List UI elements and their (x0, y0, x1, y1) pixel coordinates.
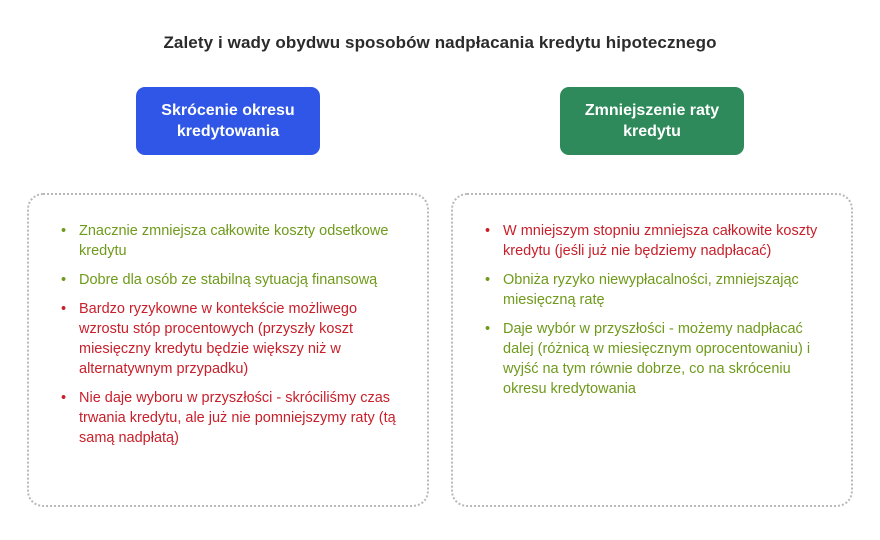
list-item-text: Dobre dla osób ze stabilną sytuacją finansową (79, 272, 378, 288)
list-item (485, 319, 831, 399)
left-pros-cons-list (61, 221, 407, 457)
bullet-icon: • (485, 223, 491, 239)
left-header-line1: Skrócenie okresu (161, 102, 295, 119)
list-item (485, 221, 831, 261)
list-item-text: Obniża ryzyko niewypłacalności, zmniejszając miesięczną ratę (503, 272, 799, 308)
bullet-icon: • (485, 321, 491, 337)
bullet-icon: • (61, 390, 67, 406)
list-item (485, 270, 831, 310)
bullet-icon: • (61, 301, 67, 317)
right-header-line2: kredytu (623, 123, 681, 140)
right-pros-cons-list (485, 221, 831, 408)
bullet-icon: • (61, 272, 67, 288)
right-header-line1: Zmniejszenie raty (584, 102, 720, 119)
list-item (61, 221, 407, 261)
left-option-header (136, 87, 320, 155)
list-item (61, 299, 407, 379)
list-item-text: Daje wybór w przyszłości - możemy nadpłacać dalej (różnicą w miesięcznym oprocentowaniu) i wyjść na tym równie dobrze, co na skróceniu okresu kredytowania (503, 321, 811, 397)
diagram-title: Zalety i wady obydwu sposobów nadpłacania kredytu hipotecznego (163, 33, 717, 52)
list-item-text: Nie daje wyboru w przyszłości - skróciliśmy czas trwania kredytu, ale już nie pomniejszymy raty (tą samą nadpłatą) (79, 390, 396, 446)
left-pros-cons-panel (27, 193, 429, 507)
list-item (61, 388, 407, 448)
bullet-icon: • (61, 223, 67, 239)
list-item-text: W mniejszym stopniu zmniejsza całkowite koszty kredytu (jeśli już nie będziemy nadpłacać) (503, 223, 818, 259)
right-pros-cons-panel (451, 193, 853, 507)
list-item-text: Znacznie zmniejsza całkowite koszty odsetkowe kredytu (79, 223, 389, 259)
list-item (61, 270, 407, 290)
list-item-text: Bardzo ryzykowne w kontekście możliwego wzrostu stóp procentowych (przyszły koszt miesięczny kredytu będzie większy niż w alternatywnym przypadku) (79, 301, 358, 377)
bullet-icon: • (485, 272, 491, 288)
left-header-line2: kredytowania (176, 123, 280, 140)
right-option-header (560, 87, 744, 155)
